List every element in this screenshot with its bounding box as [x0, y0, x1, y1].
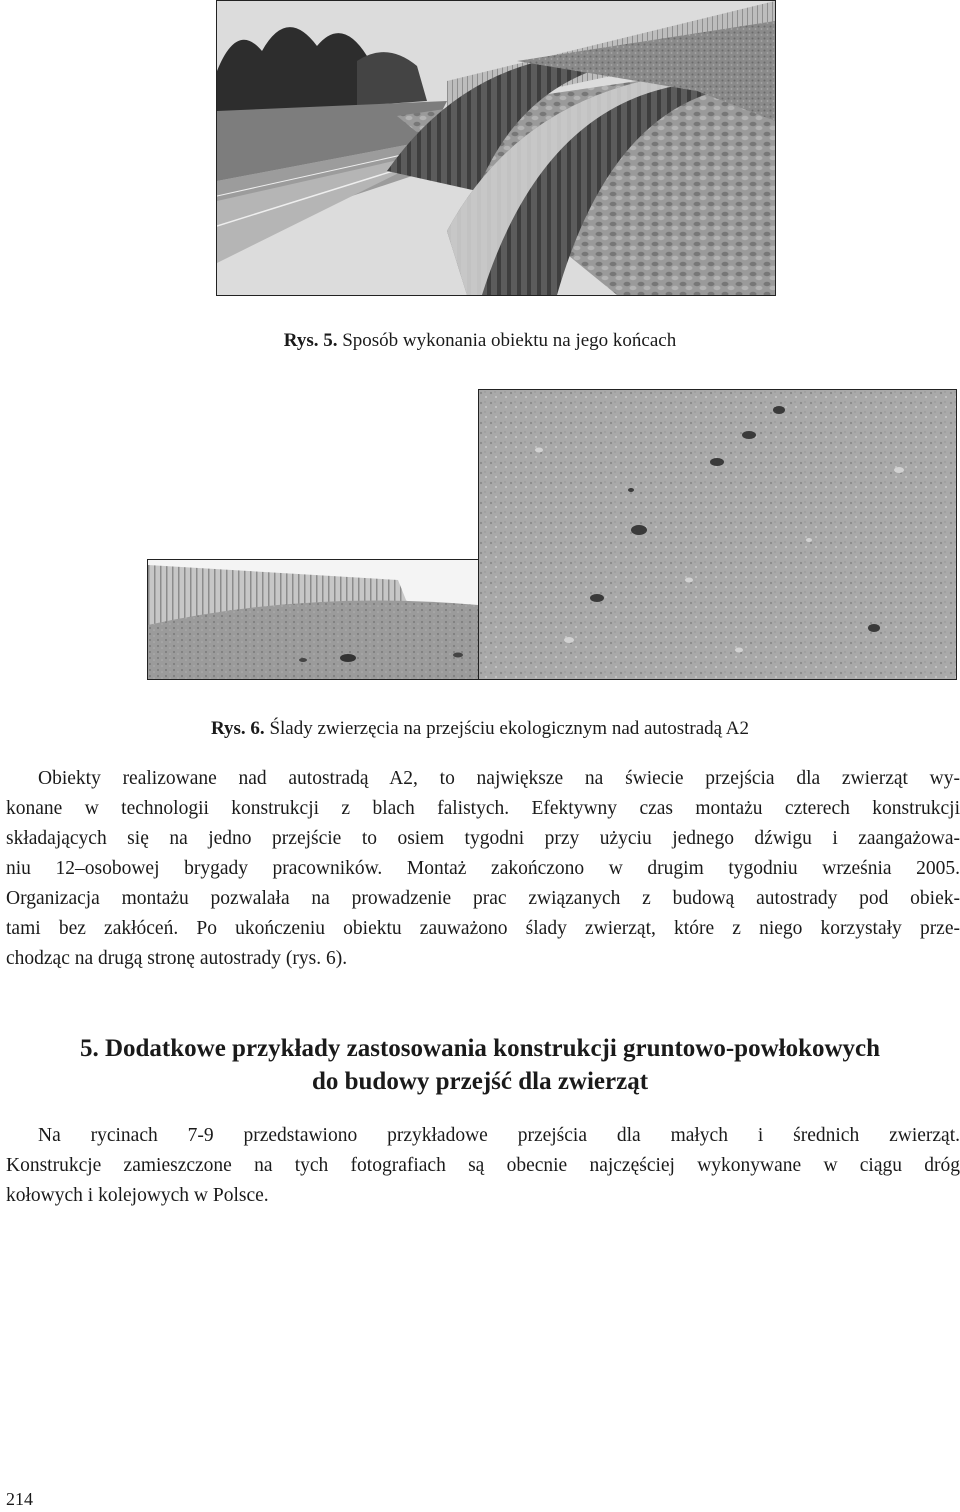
paragraph-line: Organizacja montażu pozwalała na prowadzenie prac związanych z budową autostrady pod obiek- [6, 888, 960, 909]
body-paragraph-1 [6, 764, 960, 974]
paragraph-line: tami bez zakłóceń. Po ukończeniu obiektu zauważono ślady zwierząt, które z niego korzystały prze- [6, 918, 960, 939]
section-heading: 5. Dodatkowe przykłady zastosowania konstrukcji gruntowo-powłokowych [79, 1035, 881, 1062]
photo-overpass-ends-image [217, 1, 775, 295]
paragraph-line: kołowych i kolejowych w Polsce. [6, 1185, 269, 1206]
figure-caption-5 [0, 329, 960, 353]
paragraph-line: konane w technologii konstrukcji z blach falistych. Efektywny czas montażu czterech konstrukcji [6, 798, 960, 819]
figure-text-6: Ślady zwierzęcia na przejściu ekologicznym nad autostradą A2 [269, 718, 750, 739]
photo-animal-tracks-image [479, 390, 956, 679]
page-number: 214 [6, 1489, 33, 1509]
figure-label-6: Rys. 6. [210, 718, 265, 739]
photo-embankment-barrier-image [148, 560, 478, 679]
photo-animal-tracks [478, 389, 957, 680]
photo-overpass-ends [216, 0, 776, 296]
paragraph-line: Na rycinach 7-9 przedstawiono przykładowe przejścia dla małych i średnich zwierząt. [38, 1125, 960, 1146]
photo-embankment-barrier [147, 559, 479, 680]
paragraph-line: Konstrukcje zamieszczone na tych fotografiach są obecnie najczęściej wykonywane w ciągu dróg [6, 1155, 960, 1176]
figure-label-5: Rys. 5. [283, 330, 338, 351]
paragraph-line: chodząc na drugą stronę autostrady (rys. 6). [6, 948, 348, 969]
paragraph-line: Obiekty realizowane nad autostradą A2, to największe na świecie przejścia dla zwierząt wy- [38, 768, 960, 789]
paragraph-line: niu 12–osobowej brygady pracowników. Montaż zakończono w drugim tygodniu września 2005. [6, 858, 960, 879]
section-heading-continued: do budowy przejść dla zwierząt [311, 1068, 649, 1095]
paragraph-line: składających się na jedno przejście to osiem tygodni przy użyciu jednego dźwigu i zaangażowa- [6, 828, 960, 849]
figure-text-5: Sposób wykonania obiektu na jego końcach [342, 330, 677, 351]
body-paragraph-2 [6, 1121, 960, 1211]
figure-caption-6 [0, 717, 960, 741]
